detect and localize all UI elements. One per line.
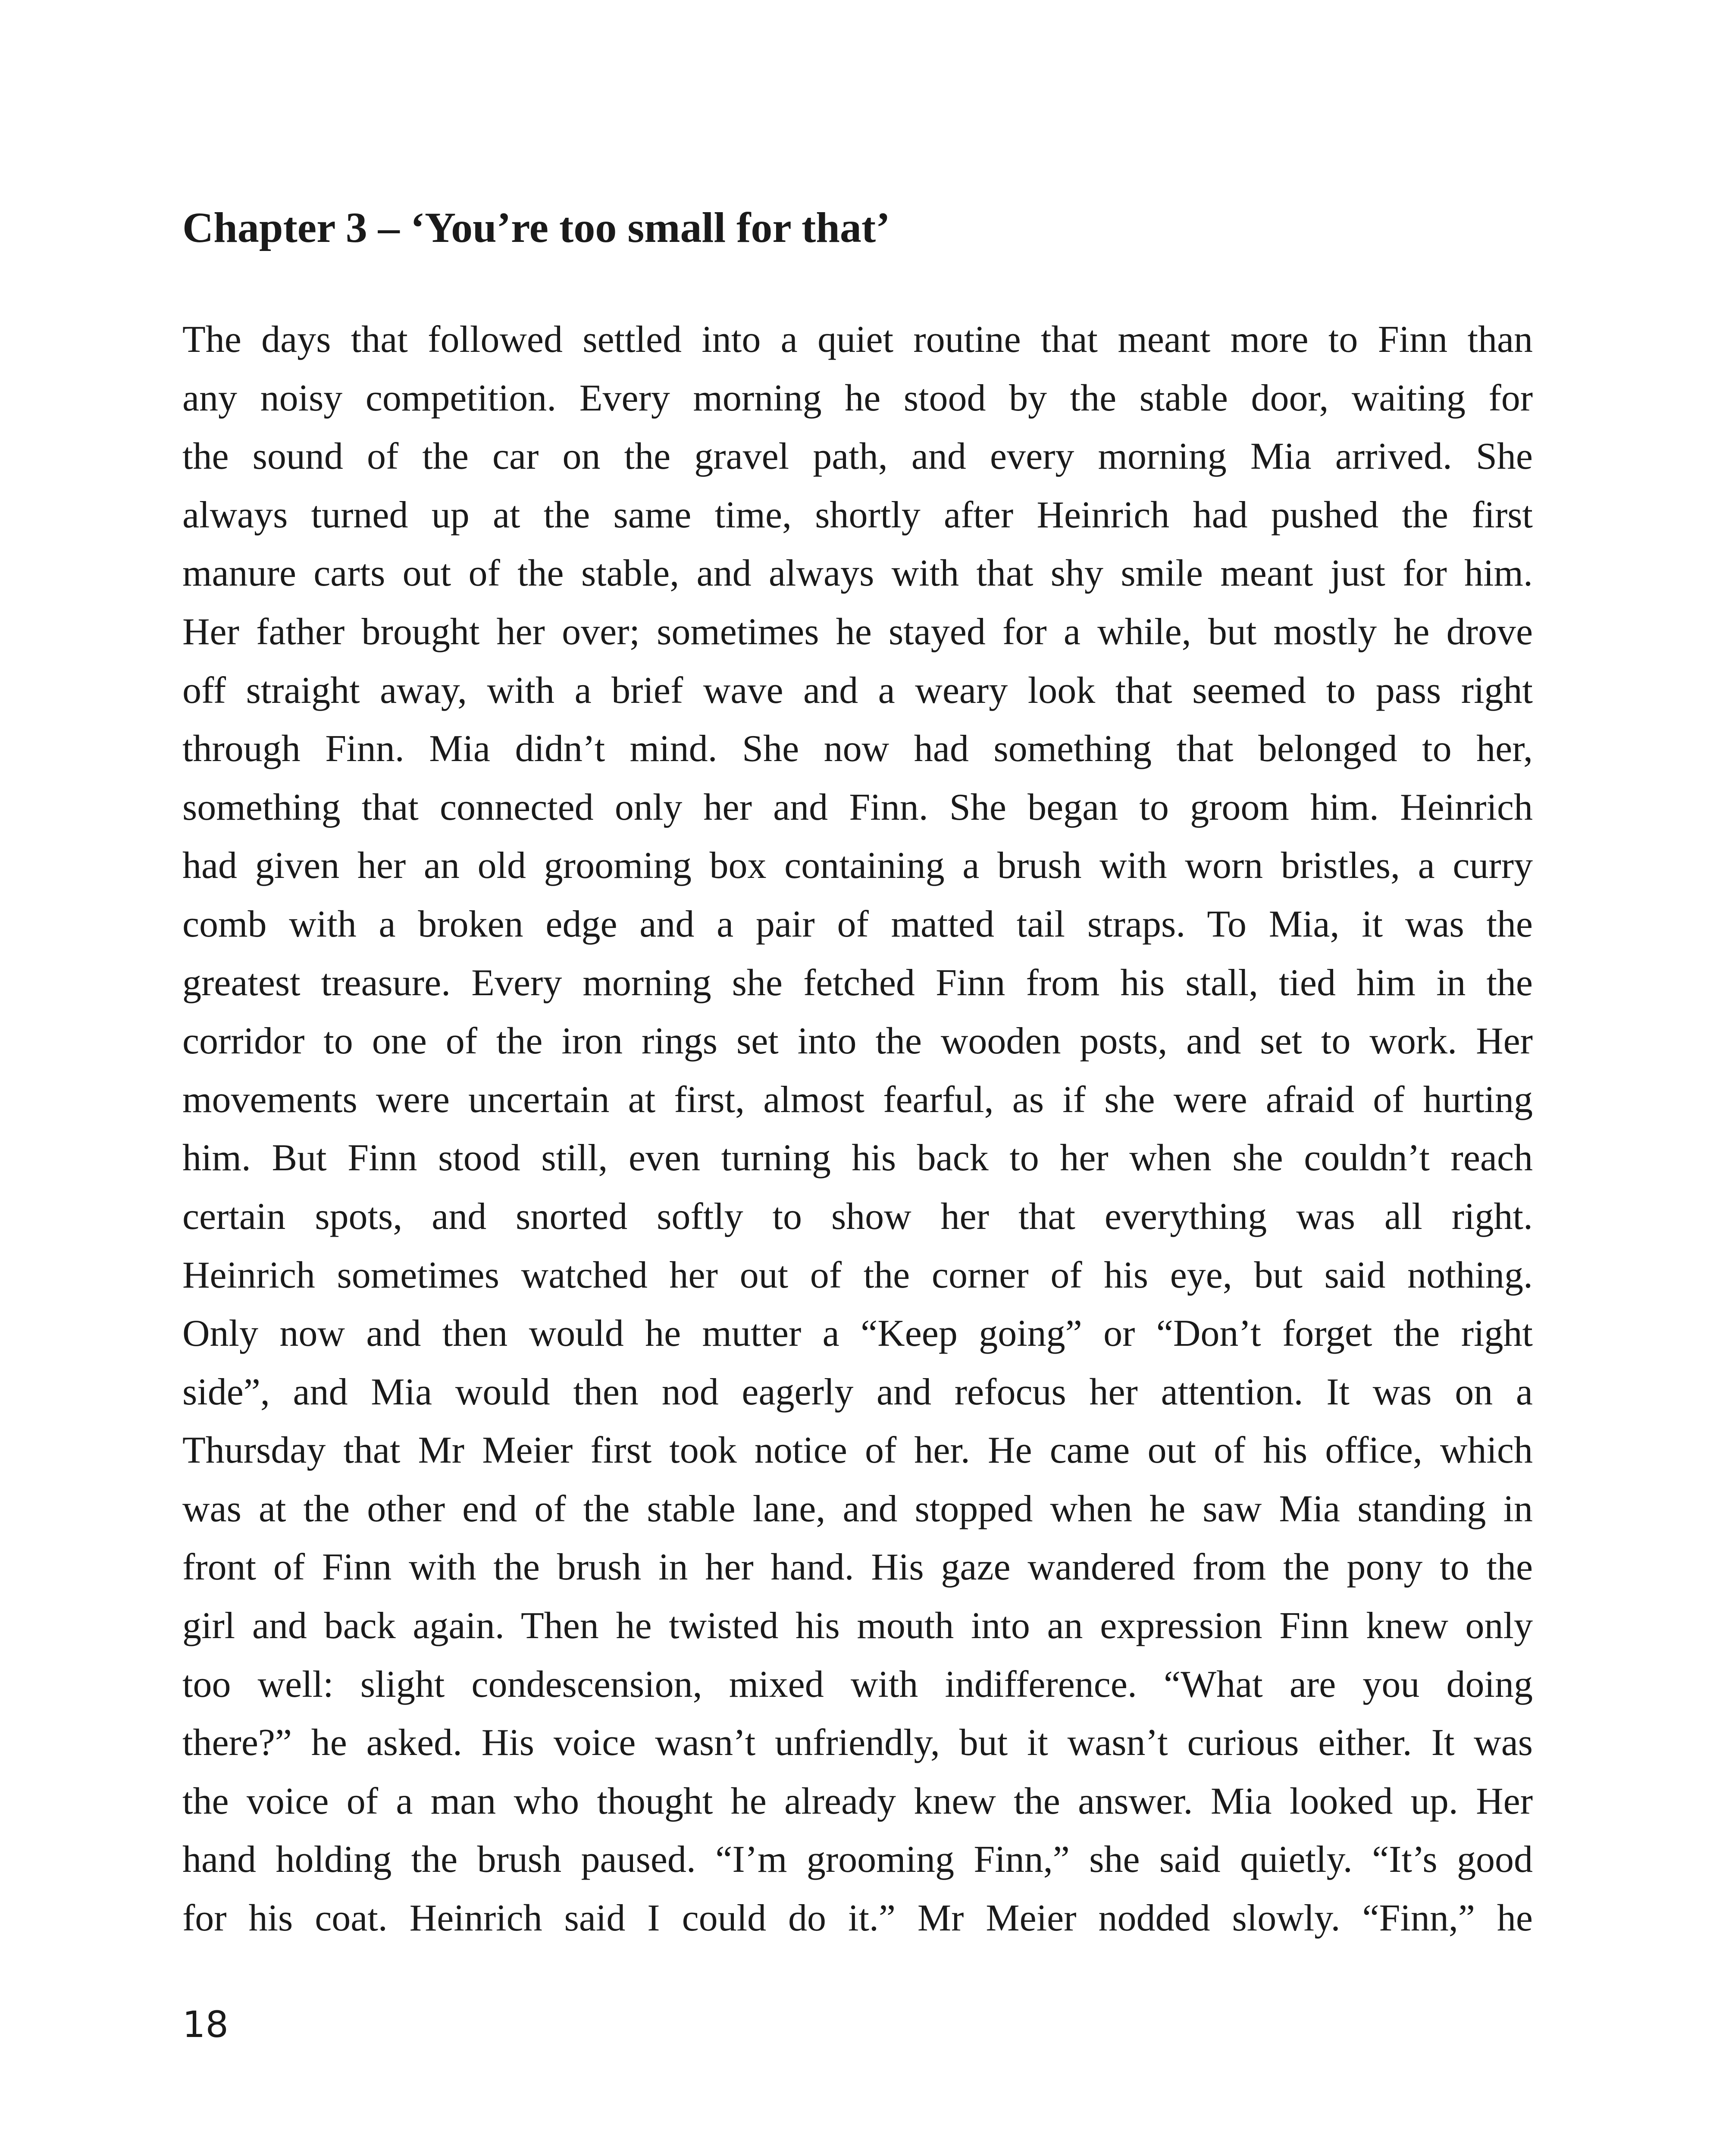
text-line: the voice of a man who thought he already knew the answer. Mia looked up. Her <box>182 1780 1533 1822</box>
text-line: for his coat. Heinrich said I could do it.” Mr Meier nodded slowly. “Finn,” he <box>182 1897 1533 1940</box>
text-line: something that connected only her and Finn. She began to groom him. Heinrich <box>182 786 1533 828</box>
text-line: was at the other end of the stable lane, and stopped when he saw Mia standing in <box>182 1488 1533 1530</box>
text-line: the sound of the car on the gravel path, and every morning Mia arrived. She <box>182 436 1533 478</box>
text-line: Thursday that Mr Meier first took notice of her. He came out of his office, which <box>182 1429 1533 1472</box>
text-line: Only now and then would he mutter a “Keep going” or “Don’t forget the right <box>182 1313 1533 1355</box>
chapter-title: Chapter 3 – ‘You’re too small for that’ <box>182 204 890 251</box>
text-line: manure carts out of the stable, and always with that shy smile meant just for him. <box>182 552 1533 595</box>
text-line: too well: slight condescension, mixed with indifference. “What are you doing <box>182 1663 1533 1705</box>
text-line: girl and back again. Then he twisted his mouth into an expression Finn knew only <box>182 1605 1533 1647</box>
text-line: through Finn. Mia didn’t mind. She now had something that belonged to her, <box>182 728 1533 770</box>
text-line: any noisy competition. Every morning he stood by the stable door, waiting for <box>182 377 1533 419</box>
text-line: movements were uncertain at first, almost fearful, as if she were afraid of hurting <box>182 1078 1533 1121</box>
text-line: comb with a broken edge and a pair of matted tail straps. To Mia, it was the <box>182 903 1533 945</box>
text-line: hand holding the brush paused. “I’m grooming Finn,” she said quietly. “It’s good <box>182 1839 1533 1881</box>
body-text <box>182 310 1533 1948</box>
page-number: 18 <box>182 2003 229 2046</box>
text-line: front of Finn with the brush in her hand. His gaze wandered from the pony to the <box>182 1546 1533 1589</box>
text-line: side”, and Mia would then nod eagerly and refocus her attention. It was on a <box>182 1371 1533 1413</box>
text-line: had given her an old grooming box containing a brush with worn bristles, a curry <box>182 845 1533 887</box>
text-line: off straight away, with a brief wave and a weary look that seemed to pass right <box>182 669 1533 711</box>
text-line: Heinrich sometimes watched her out of the corner of his eye, but said nothing. <box>182 1254 1533 1296</box>
text-line: certain spots, and snorted softly to show her that everything was all right. <box>182 1195 1533 1238</box>
text-line: Her father brought her over; sometimes he stayed for a while, but mostly he drove <box>182 611 1533 653</box>
text-line: him. But Finn stood still, even turning his back to her when she couldn’t reach <box>182 1137 1533 1179</box>
text-line: The days that followed settled into a quiet routine that meant more to Finn than <box>182 319 1533 360</box>
text-line: always turned up at the same time, shortly after Heinrich had pushed the first <box>182 494 1533 536</box>
text-line: there?” he asked. His voice wasn’t unfriendly, but it wasn’t curious either. It was <box>182 1722 1533 1764</box>
text-line: corridor to one of the iron rings set into the wooden posts, and set to work. Her <box>182 1020 1533 1062</box>
text-line: greatest treasure. Every morning she fetched Finn from his stall, tied him in the <box>182 962 1533 1004</box>
